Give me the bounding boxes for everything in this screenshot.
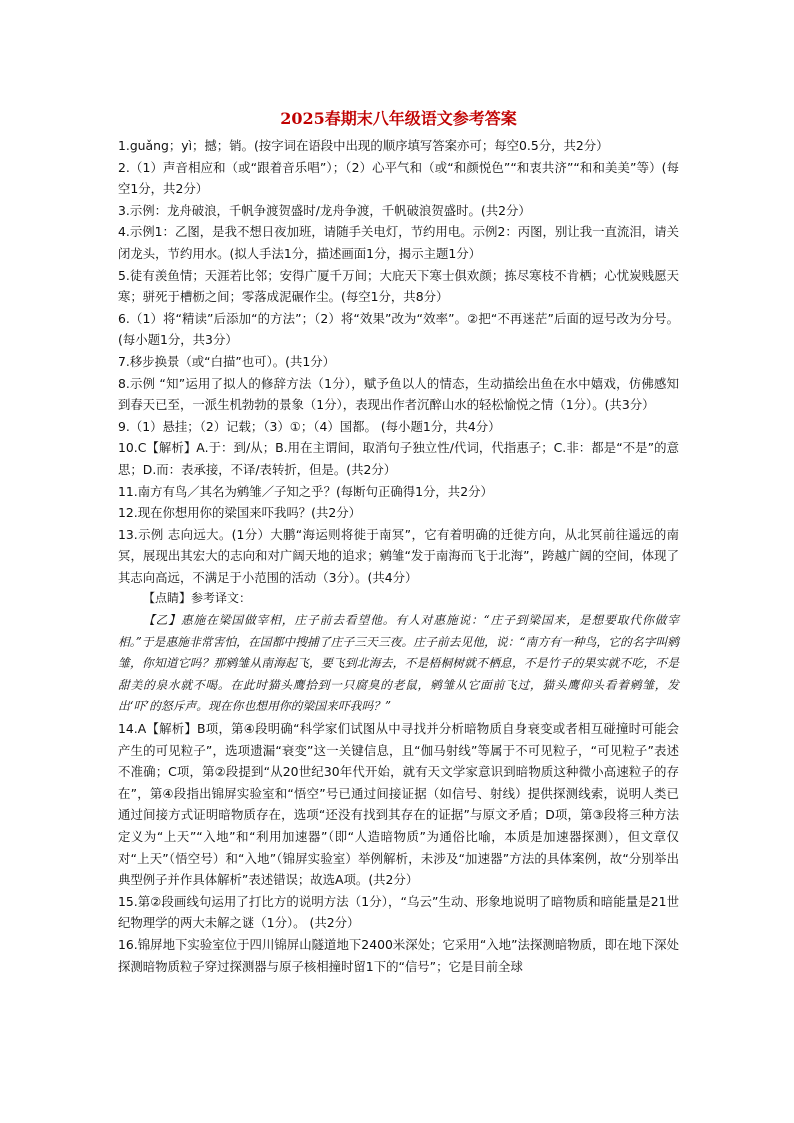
answer-2: 2.（1）声音相应和（或“跟着音乐唱”）；（2）心平气和（或“和颜悦色”“和衷共济”“和和美美”等）(每空1分，共2分） [118, 159, 679, 197]
answer-6: 6.（1）将“精读”后添加“的方法”；（2）将“效果”改为“效率”。②把“不再迷茫”后面的逗号改为分号。(每小题1分，共3分） [118, 310, 679, 348]
note-label: 【点睛】参考译文： [143, 591, 252, 606]
page-title: 2025春期末八年级语文参考答案 [280, 109, 517, 128]
answer-1: 1.guǎng；yì；撼；销。(按字词在语段中出现的顺序填写答案亦可；每空0.5分，共2分） [118, 138, 609, 153]
answer-9: 9.（1）悬挂；（2）记载；（3）①；（4）国都。 (每小题1分，共4分） [118, 418, 501, 434]
answer-4: 4.示例1：乙图，是我不想日夜加班，请随手关电灯，节约用电。示例2：丙图，别让我一直流泪，请关闭龙头，节约用水。(拟人手法1分，描述画面1分，揭示主题1分） [118, 224, 679, 261]
answer-10: 10.C【解析】A.于：到/从；B.用在主谓间，取消句子独立性/代词，代指惠子；C.非：都是“不是”的意思；D.而：表承接，不译/表转折，但是。(共2分） [118, 440, 679, 477]
answer-15: 15.第②段画线句运用了打比方的说明方法（1分），“乌云”生动、形象地说明了暗物质和暗能量是21世纪物理学的两大未解之谜（1分）。 (共2分） [118, 893, 679, 931]
note-translation-text: 【乙】惠施在梁国做宰相，庄子前去看望他。有人对惠施说：“庄子到梁国来，是想要取代你做宰相。”于是惠施非常害怕，在国都中搜捕了庄子三天三夜。庄子前去见他，说：“南方有一种鸟，它的名字叫鹓雏，你知道它吗？那鹓雏从南海起飞，要飞到北海去，不是梧桐树就不栖息，不是竹子的果实就不吃，不是甜美的泉水就不喝。在此时猫头鹰拾到一只腐臭的老鼠，鹓雏从它面前飞过，猫头鹰仰头看着鹓雏，发出‘吓’的怒斥声。现在你也想用你的梁国来吓我吗？” [118, 613, 679, 714]
translation-note [118, 588, 679, 718]
answer-11: 11.南方有鸟／其名为鹓雏／子知之乎？(每断句正确得1分，共2分） [118, 483, 493, 499]
answer-12: 12.现在你想用你的梁国来吓我吗？(共2分） [118, 505, 362, 521]
answer-8: 8.示例 “知”运用了拟人的修辞方法（1分），赋予鱼以人的情态，生动描绘出鱼在水中嬉戏，仿佛感知到春天已至，一派生机勃勃的景象（1分），表现出作者沉醉山水的轻松愉悦之情（1分）。(共3分） [118, 375, 679, 413]
answers-part-1 [118, 135, 679, 588]
note-translation [118, 610, 679, 718]
answer-13: 13.示例 志向远大。(1分）大鹏“海运则将徙于南冥”，它有着明确的迁徙方向，从北冥前往遥远的南冥，展现出其宏大的志向和对广阔天地的追求；鹓雏“发于南海而飞于北海”，跨越广阔的空间，体现了其志向高远，不满足于小范围的活动（3分）。(共4分） [118, 526, 679, 585]
answer-5: 5.徒有羡鱼情；天涯若比邻；安得广厦千万间；大庇天下寒士俱欢颜；拣尽寒枝不肯栖；心忧炭贱愿天寒；骈死于槽枥之间；零落成泥碾作尘。(每空1分，共8分） [118, 267, 679, 305]
answer-14: 14.A【解析】B项，第④段明确“科学家们试图从中寻找并分析暗物质自身衰变或者相互碰撞时可能会产生的可见粒子”，选项遗漏“衰变”这一关键信息，且“伽马射线”等属于不可见粒子，“可见粒子”表述不准确；C项，第②段提到“从20世纪30年代开始，就有天文学家意识到暗物质这种微小高速粒子的存在”，第④段指出锦屏实验室和“悟空”号已通过间接证据（如信号、射线）提供探测线索，说明人类已通过间接方式证明暗物质存在，选项“还没有找到其存在的证据”与原文矛盾；D项，第③段将三种方法定义为“上天”“入地”和“利用加速器”（即“人造暗物质”为通俗比喻，本质是加速器探测），但文章仅对“上天”（悟空号）和“入地”（锦屏实验室）举例解析，未涉及“加速器”方法的具体案例，故“分别举出典型例子并作具体解析”表述错误；故选A项。(共2分） [118, 721, 679, 888]
answer-3: 3.示例：龙舟破浪，千帆争渡贺盛时/龙舟争渡，千帆破浪贺盛时。(共2分） [118, 202, 531, 218]
answers-part-2 [118, 718, 679, 977]
answer-16: 16.锦屏地下实验室位于四川锦屏山隧道地下2400米深处；它采用“入地”法探测暗物质，即在地下深处探测暗物质粒子穿过探测器与原子核相撞时留1下的“信号”；它是目前全球 [118, 936, 679, 974]
answer-7: 7.移步换景（或“白描”也可）。(共1分） [118, 353, 336, 369]
